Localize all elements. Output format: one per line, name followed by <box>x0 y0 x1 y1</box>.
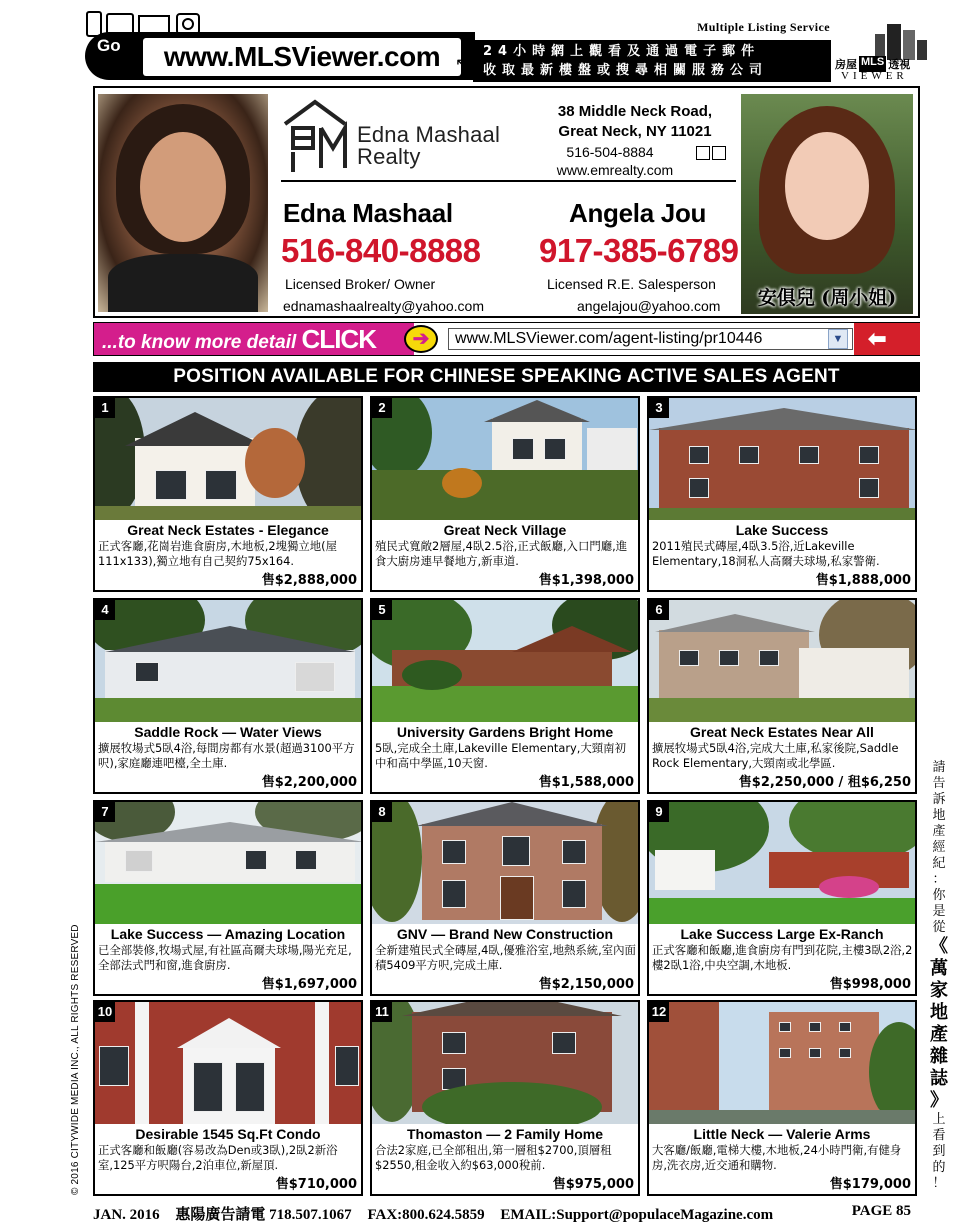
side-note-char: 》 <box>930 1090 948 1111</box>
listing-description: 全新建殖民式全磚屋,4臥,優雅浴室,地熱系統,室內面積5409平方呎,完成土庫. <box>375 943 636 972</box>
side-note-char: 產 <box>930 1024 948 1045</box>
listing-description: 5臥,完成全土庫,Lakeville Elementary,大頸南初中和高中學區,10天窗. <box>375 741 626 770</box>
listing-title: Little Neck — Valerie Arms <box>693 1126 871 1142</box>
listing-price: 售$2,888,000 <box>261 573 357 588</box>
side-note-char: 《 <box>930 936 948 957</box>
listing-title: University Gardens Bright Home <box>396 724 614 740</box>
company-name-line1: Edna Mashaal <box>357 122 501 147</box>
agent2-chinese-name: 安俱兒 (周小姐) <box>757 287 897 309</box>
listing-card[interactable] <box>647 598 917 794</box>
company-phone: 516-504-8884 <box>566 144 654 160</box>
logo-right-text: 透視 <box>888 59 911 71</box>
side-note-char: 誌 <box>930 1068 948 1089</box>
side-note-char: 到 <box>932 1144 946 1159</box>
side-note-char: 請 <box>932 760 946 775</box>
side-note-char: 從 <box>932 920 946 935</box>
listing-price: 售$975,000 <box>552 1177 634 1192</box>
company-logo <box>281 96 541 176</box>
agent2-name: Angela Jou <box>569 198 707 228</box>
listing-photo <box>95 1002 361 1124</box>
agent2-phone: 917-385-6789 <box>539 232 739 269</box>
agent-card <box>93 86 920 318</box>
side-note-char: ！ <box>932 1176 946 1191</box>
side-note-char: 上 <box>932 1112 946 1127</box>
house-logo-icon <box>281 98 349 174</box>
click-bar <box>93 322 920 356</box>
listing-number: 8 <box>372 802 392 822</box>
listing-photo <box>372 398 638 520</box>
side-note-char: 萬 <box>930 958 948 979</box>
listing-description: 合法2家庭,已全部租出,第一層租$2700,頂層租$2550,租金收入約$63,000稅前. <box>375 1143 612 1172</box>
listing-title: Lake Success Large Ex-Ranch <box>680 926 884 942</box>
address-line1: 38 Middle Neck Road, <box>557 103 713 120</box>
side-note-char: 產 <box>932 824 946 839</box>
listing-card[interactable] <box>370 1000 640 1196</box>
footer-email[interactable]: EMAIL:Support@populaceMagazine.com <box>500 1207 774 1223</box>
side-note-char: 家 <box>930 980 948 1001</box>
side-note-char: 是 <box>932 904 946 919</box>
go-label: Go <box>97 36 121 55</box>
footer-date: JAN. 2016 <box>93 1207 160 1223</box>
agent1-photo <box>98 94 268 312</box>
listing-title: Lake Success — Amazing Location <box>110 926 346 942</box>
listing-card[interactable] <box>93 598 363 794</box>
listing-number: 1 <box>95 398 115 418</box>
divider <box>281 180 736 182</box>
side-note-char: 地 <box>932 808 946 823</box>
listing-card[interactable] <box>647 396 917 592</box>
listing-description: 擴展牧場式5臥4浴,完成大土庫,私家後院,Saddle Rock Elementary,大頸南或北學區. <box>652 741 899 770</box>
listing-price: 售$710,000 <box>275 1177 357 1192</box>
agent-listing-url-field[interactable]: www.MLSViewer.com/agent-listing/pr10446 <box>448 328 853 350</box>
arrow-right-icon: ➔ <box>404 325 438 353</box>
listing-photo <box>649 1002 915 1124</box>
listing-number: 9 <box>649 802 669 822</box>
side-note-char: 你 <box>932 888 946 903</box>
listing-title: Great Neck Village <box>443 522 567 538</box>
listing-description: 已全部裝修,牧場式屋,有社區高爾夫球場,陽光充足,全部法式門和窗,進食廚房. <box>98 943 352 972</box>
agent1-phone: 516-840-8888 <box>281 232 481 269</box>
listing-price: 售$2,250,000 / 租$6,250 <box>738 775 911 790</box>
chevron-down-icon[interactable]: ▼ <box>828 329 848 349</box>
listing-card[interactable] <box>370 598 640 794</box>
site-url-link[interactable]: www.MLSViewer.com <box>143 38 461 76</box>
listing-photo <box>649 600 915 722</box>
click-lead-text: ...to know more detail <box>102 332 297 353</box>
listing-number: 3 <box>649 398 669 418</box>
agent1-name: Edna Mashaal <box>283 198 453 228</box>
listing-price: 售$2,150,000 <box>538 977 634 992</box>
listing-photo <box>372 1002 638 1124</box>
tagline-line2: 收取最新樓盤或搜尋相關服務公司 <box>483 63 769 78</box>
listing-number: 2 <box>372 398 392 418</box>
listing-price: 售$1,398,000 <box>538 573 634 588</box>
footer-phone: 惠陽廣告請電 718.507.1067 <box>175 1207 352 1223</box>
listing-description: 擴展牧場式5臥4浴,每間房都有水景(超過3100平方呎),家庭廳連吧檯,全土庫. <box>98 741 355 770</box>
listing-title: Great Neck Estates Near All <box>690 724 874 740</box>
listing-number: 5 <box>372 600 392 620</box>
listing-number: 4 <box>95 600 115 620</box>
position-banner: POSITION AVAILABLE FOR CHINESE SPEAKING ACTIVE SALES AGENT <box>93 362 920 392</box>
side-note-char: 告 <box>932 776 946 791</box>
address-line2: Great Neck, NY 11021 <box>558 123 712 140</box>
click-banner[interactable] <box>94 323 414 355</box>
listing-photo <box>95 802 361 924</box>
masthead <box>85 10 930 82</box>
click-text: CLICK <box>301 324 376 354</box>
listing-photo <box>95 398 361 520</box>
back-arrow-button[interactable] <box>854 323 920 355</box>
listing-title: Saddle Rock — Water Views <box>134 724 322 740</box>
listing-title: Lake Success <box>735 522 829 538</box>
company-website[interactable]: www.emrealty.com <box>556 162 674 178</box>
listing-price: 售$1,697,000 <box>261 977 357 992</box>
listing-price: 售$1,588,000 <box>538 775 634 790</box>
listing-description: 正式客廳,花崗岩進食廚房,木地板,2塊獨立地(屋111x133),獨立地有自己契約75x164. <box>98 539 337 568</box>
logo-mls-text: MLS <box>859 56 886 72</box>
listing-card[interactable] <box>93 396 363 592</box>
listing-price: 售$998,000 <box>829 977 911 992</box>
mls-viewer-logo <box>835 18 930 82</box>
company-address <box>535 102 735 142</box>
listing-photo <box>649 398 915 520</box>
listing-card[interactable] <box>647 1000 917 1196</box>
agent2-email[interactable]: angelajou@yahoo.com <box>577 298 721 314</box>
listing-card[interactable] <box>93 1000 363 1196</box>
side-note-char: 經 <box>932 840 946 855</box>
page-footer <box>93 1203 923 1224</box>
page-number: PAGE 85 <box>851 1203 911 1219</box>
logo-viewer-text: VIEWER <box>841 70 908 82</box>
arrow-left-icon: ⬅ <box>868 326 887 351</box>
side-note-char: 的 <box>932 1160 946 1175</box>
listing-number: 7 <box>95 802 115 822</box>
listing-photo <box>372 802 638 924</box>
chinese-tagline <box>473 40 831 82</box>
listing-description: 正式客廳和飯廳,進食廚房有門到花院,主樓3臥2浴,2樓2臥1浴,中央空調,木地板. <box>652 943 913 972</box>
listing-title: Desirable 1545 Sq.Ft Condo <box>135 1126 321 1142</box>
listing-number: 6 <box>649 600 669 620</box>
side-note-char: 地 <box>930 1002 948 1023</box>
listing-title: GNV — Brand New Construction <box>396 926 614 942</box>
listing-number: 11 <box>372 1002 392 1022</box>
copyright-vertical: © 2016 CITYWIDE MEDIA INC., ALL RIGHTS RESERVED <box>70 924 81 1195</box>
listing-photo <box>649 802 915 924</box>
listing-card[interactable] <box>647 800 917 996</box>
company-name-line2: Realty <box>357 144 421 169</box>
listing-description: 正式客廳和飯廳(容易改為Den或3臥),2臥2新浴室,125平方呎陽台,2泊車位,新屋頂. <box>98 1143 338 1172</box>
listing-description: 2011殖民式磚屋,4臥3.5浴,近Lakeville Elementary,18洞私人高爾夫球場,私家警衛. <box>652 539 880 568</box>
mls-service-label: Multiple Listing Service <box>697 20 830 34</box>
side-note-char: 看 <box>932 1128 946 1143</box>
agent1-email[interactable]: ednamashaalrealty@yahoo.com <box>283 298 484 314</box>
listing-photo <box>95 600 361 722</box>
equal-housing-icon <box>693 146 729 176</box>
side-note-char: ： <box>932 872 946 887</box>
listing-title: Great Neck Estates - Elegance <box>127 522 329 538</box>
listing-number: 10 <box>95 1002 115 1022</box>
listing-description: 殖民式寬敞2層屋,4臥2.5浴,正式飯廳,入口門廳,進食大廚房連早餐地方,新車道. <box>375 539 628 568</box>
listing-price: 售$179,000 <box>829 1177 911 1192</box>
listing-card[interactable] <box>370 396 640 592</box>
listing-price: 售$1,888,000 <box>815 573 911 588</box>
cursor-icon: ↖ <box>455 56 469 73</box>
listing-title: Thomaston — 2 Family Home <box>406 1126 604 1142</box>
listing-card[interactable] <box>93 800 363 996</box>
listing-price: 售$2,200,000 <box>261 775 357 790</box>
side-note-vertical <box>928 760 950 1192</box>
listing-photo <box>372 600 638 722</box>
logo-left-text: 房屋 <box>835 59 857 71</box>
side-note-char: 雜 <box>930 1046 948 1067</box>
footer-fax: FAX:800.624.5859 <box>367 1207 485 1223</box>
agent2-photo <box>741 94 913 314</box>
agent2-title: Licensed R.E. Salesperson <box>547 276 716 292</box>
side-note-char: 訴 <box>932 792 946 807</box>
listing-number: 12 <box>649 1002 669 1022</box>
side-note-char: 紀 <box>932 856 946 871</box>
agent1-title: Licensed Broker/ Owner <box>285 276 436 292</box>
listing-description: 大客廳/飯廳,電梯大樓,木地板,24小時門衛,有健身房,洗衣房,近交通和購物. <box>652 1143 902 1172</box>
listing-card[interactable] <box>370 800 640 996</box>
tagline-line1: 24小時網上觀看及通過電子郵件 <box>483 44 761 59</box>
